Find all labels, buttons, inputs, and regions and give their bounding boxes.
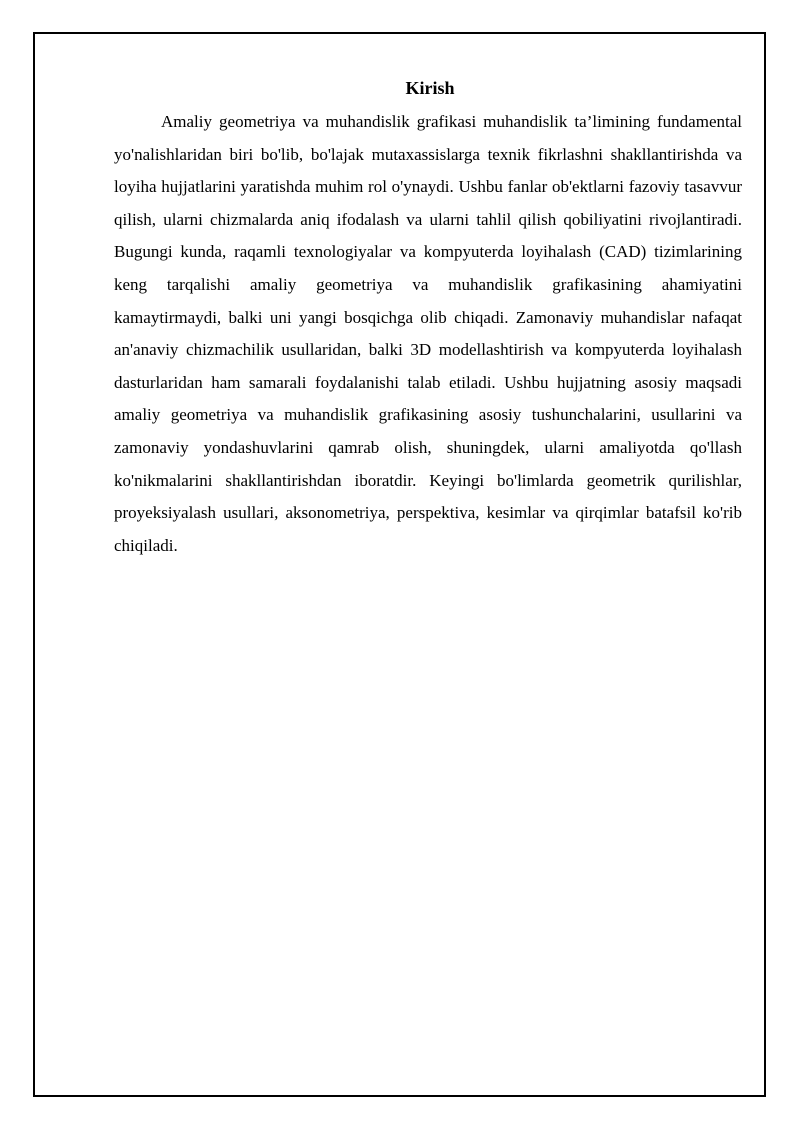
document-body	[114, 74, 742, 562]
intro-paragraph: Amaliy geometriya va muhandislik grafikasi muhandislik ta’limining fundamental yo'nalishlaridan biri bo'lib, bo'lajak mutaxassislarga texnik fikrlashni shakllantirishda va loyiha hujjatlarini yaratishda muhim rol o'ynaydi. Ushbu fanlar ob'ektlarni fazoviy tasavvur qilish, ularni chizmalarda aniq ifodalash va ularni tahlil qilish qobiliyatini rivojlantiradi. Bugungi kunda, raqamli texnologiyalar va kompyuterda loyihalash (CAD) tizimlarining keng tarqalishi amaliy geometriya va muhandislik grafikasining ahamiyatini kamaytirmaydi, balki uni yangi bosqichga olib chiqadi. Zamonaviy muhandislar nafaqat an'anaviy chizmachilik usullaridan, balki 3D modellashtirish va kompyuterda loyihalash dasturlaridan ham samarali foydalanishi talab etiladi. Ushbu hujjatning asosiy maqsadi amaliy geometriya va muhandislik grafikasining asosiy tushunchalarini, usullarini va zamonaviy yondashuvlarini qamrab olish, shuningdek, ularni amaliyotda qo'llash ko'nikmalarini shakllantirishdan iboratdir. Keyingi bo'limlarda geometrik qurilishlar, proyeksiyalash usullari, aksonometriya, perspektiva, kesimlar va qirqimlar batafsil ko'rib chiqiladi.	[114, 112, 742, 555]
section-heading: Kirish	[405, 78, 455, 98]
